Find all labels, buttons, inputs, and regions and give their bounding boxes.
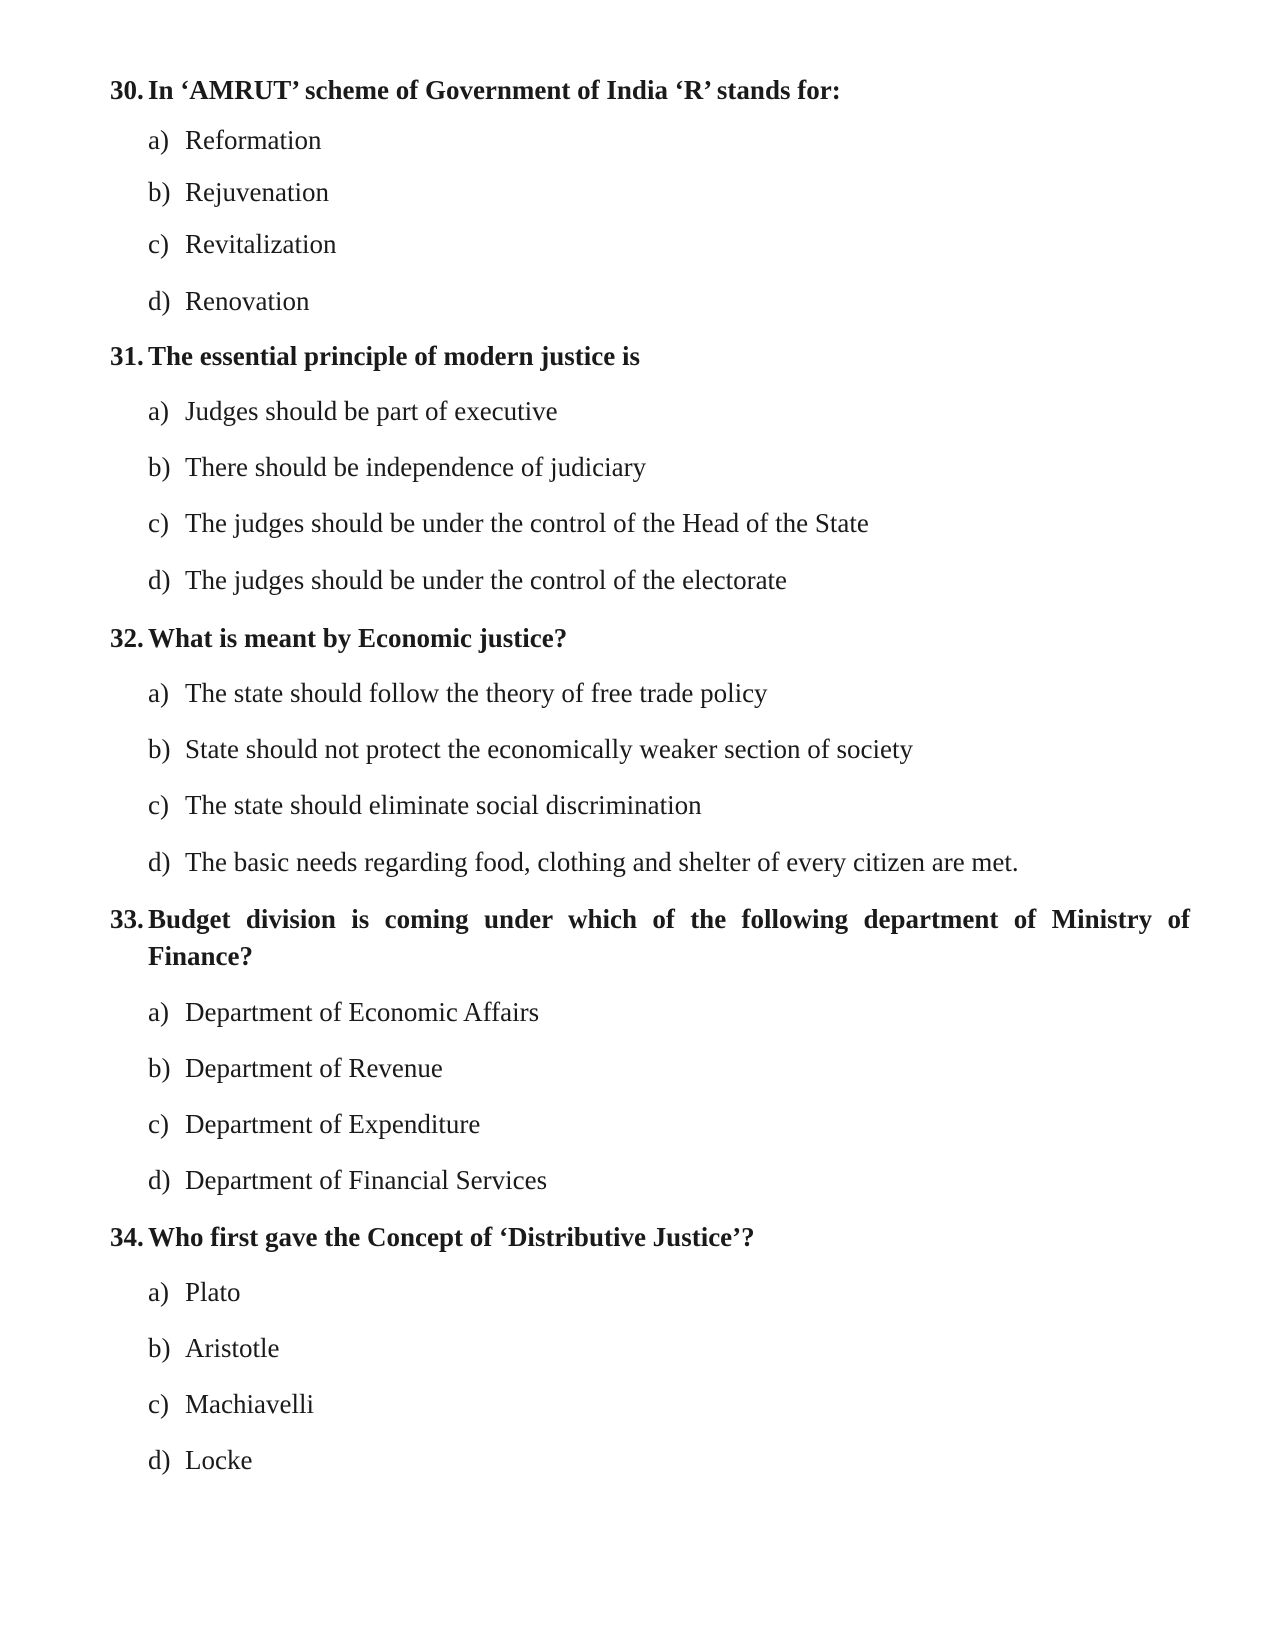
option-a bbox=[110, 395, 1190, 427]
question-text: What is meant by Economic justice? bbox=[148, 623, 568, 653]
option-text: Reformation bbox=[185, 125, 322, 155]
option-letter: b) bbox=[148, 177, 171, 207]
option-b bbox=[110, 451, 1190, 483]
option-letter: c) bbox=[148, 790, 169, 820]
option-letter: c) bbox=[148, 1389, 169, 1419]
option-d bbox=[110, 1164, 1190, 1196]
option-letter: d) bbox=[148, 847, 171, 877]
option-text: Renovation bbox=[185, 286, 310, 316]
option-text: The judges should be under the control of the electorate bbox=[185, 565, 788, 595]
option-b bbox=[110, 1052, 1190, 1084]
question-heading bbox=[110, 619, 1190, 658]
option-b bbox=[110, 733, 1190, 765]
question-30 bbox=[110, 71, 1190, 317]
option-d bbox=[110, 1444, 1190, 1476]
options-list bbox=[110, 677, 1190, 878]
option-letter: a) bbox=[148, 1277, 169, 1307]
question-text: Who first gave the Concept of ‘Distributive Justice’? bbox=[148, 1222, 755, 1252]
question-text: The essential principle of modern justice is bbox=[148, 341, 640, 371]
option-b bbox=[110, 176, 1190, 208]
option-c bbox=[110, 1108, 1190, 1140]
option-text: Department of Revenue bbox=[185, 1053, 443, 1083]
option-a bbox=[110, 124, 1190, 156]
option-a bbox=[110, 996, 1190, 1028]
option-letter: d) bbox=[148, 286, 171, 316]
option-text: Department of Economic Affairs bbox=[185, 997, 540, 1027]
option-b bbox=[110, 1332, 1190, 1364]
question-text: Budget division is coming under which of the following department of Ministry of Finance? bbox=[148, 904, 1190, 971]
option-a bbox=[110, 677, 1190, 709]
question-heading bbox=[110, 337, 1190, 376]
option-letter: d) bbox=[148, 565, 171, 595]
options-list bbox=[110, 124, 1190, 317]
option-d bbox=[110, 285, 1190, 317]
options-list bbox=[110, 395, 1190, 596]
option-d bbox=[110, 564, 1190, 596]
question-34 bbox=[110, 1218, 1190, 1476]
option-letter: b) bbox=[148, 452, 171, 482]
option-text: The state should eliminate social discrimination bbox=[185, 790, 702, 820]
option-text: Plato bbox=[185, 1277, 241, 1307]
options-list bbox=[110, 996, 1190, 1196]
question-text: In ‘AMRUT’ scheme of Government of India ‘R’ stands for: bbox=[148, 75, 841, 105]
option-letter: a) bbox=[148, 678, 169, 708]
question-number: 31. bbox=[110, 341, 144, 371]
option-text: The state should follow the theory of free trade policy bbox=[185, 678, 768, 708]
option-text: Aristotle bbox=[185, 1333, 280, 1363]
option-text: Department of Financial Services bbox=[185, 1165, 548, 1195]
option-text: Locke bbox=[185, 1445, 253, 1475]
option-text: Machiavelli bbox=[185, 1389, 314, 1419]
option-c bbox=[110, 228, 1190, 260]
option-letter: a) bbox=[148, 125, 169, 155]
option-c bbox=[110, 789, 1190, 821]
option-a bbox=[110, 1276, 1190, 1308]
option-text: The basic needs regarding food, clothing and shelter of every citizen are met. bbox=[185, 847, 1019, 877]
options-list bbox=[110, 1276, 1190, 1476]
option-letter: a) bbox=[148, 396, 169, 426]
question-32 bbox=[110, 619, 1190, 878]
option-text: Department of Expenditure bbox=[185, 1109, 481, 1139]
option-text: There should be independence of judiciary bbox=[185, 452, 647, 482]
question-33 bbox=[110, 901, 1190, 1196]
option-letter: b) bbox=[148, 1333, 171, 1363]
option-letter: b) bbox=[148, 734, 171, 764]
option-text: Judges should be part of executive bbox=[185, 396, 558, 426]
option-letter: c) bbox=[148, 229, 169, 259]
option-text: The judges should be under the control of the Head of the State bbox=[185, 508, 869, 538]
question-number: 32. bbox=[110, 623, 144, 653]
option-text: Revitalization bbox=[185, 229, 337, 259]
option-text: State should not protect the economically weaker section of society bbox=[185, 734, 914, 764]
option-letter: d) bbox=[148, 1165, 171, 1195]
option-text: Rejuvenation bbox=[185, 177, 329, 207]
option-letter: a) bbox=[148, 997, 169, 1027]
question-number: 34. bbox=[110, 1222, 144, 1252]
question-heading bbox=[110, 71, 1190, 110]
option-c bbox=[110, 1388, 1190, 1420]
question-heading bbox=[110, 901, 1190, 975]
option-letter: b) bbox=[148, 1053, 171, 1083]
option-c bbox=[110, 507, 1190, 539]
question-number: 30. bbox=[110, 75, 144, 105]
question-heading bbox=[110, 1218, 1190, 1257]
question-number: 33. bbox=[110, 904, 144, 934]
option-letter: c) bbox=[148, 508, 169, 538]
option-d bbox=[110, 846, 1190, 878]
question-31 bbox=[110, 337, 1190, 596]
option-letter: c) bbox=[148, 1109, 169, 1139]
option-letter: d) bbox=[148, 1445, 171, 1475]
